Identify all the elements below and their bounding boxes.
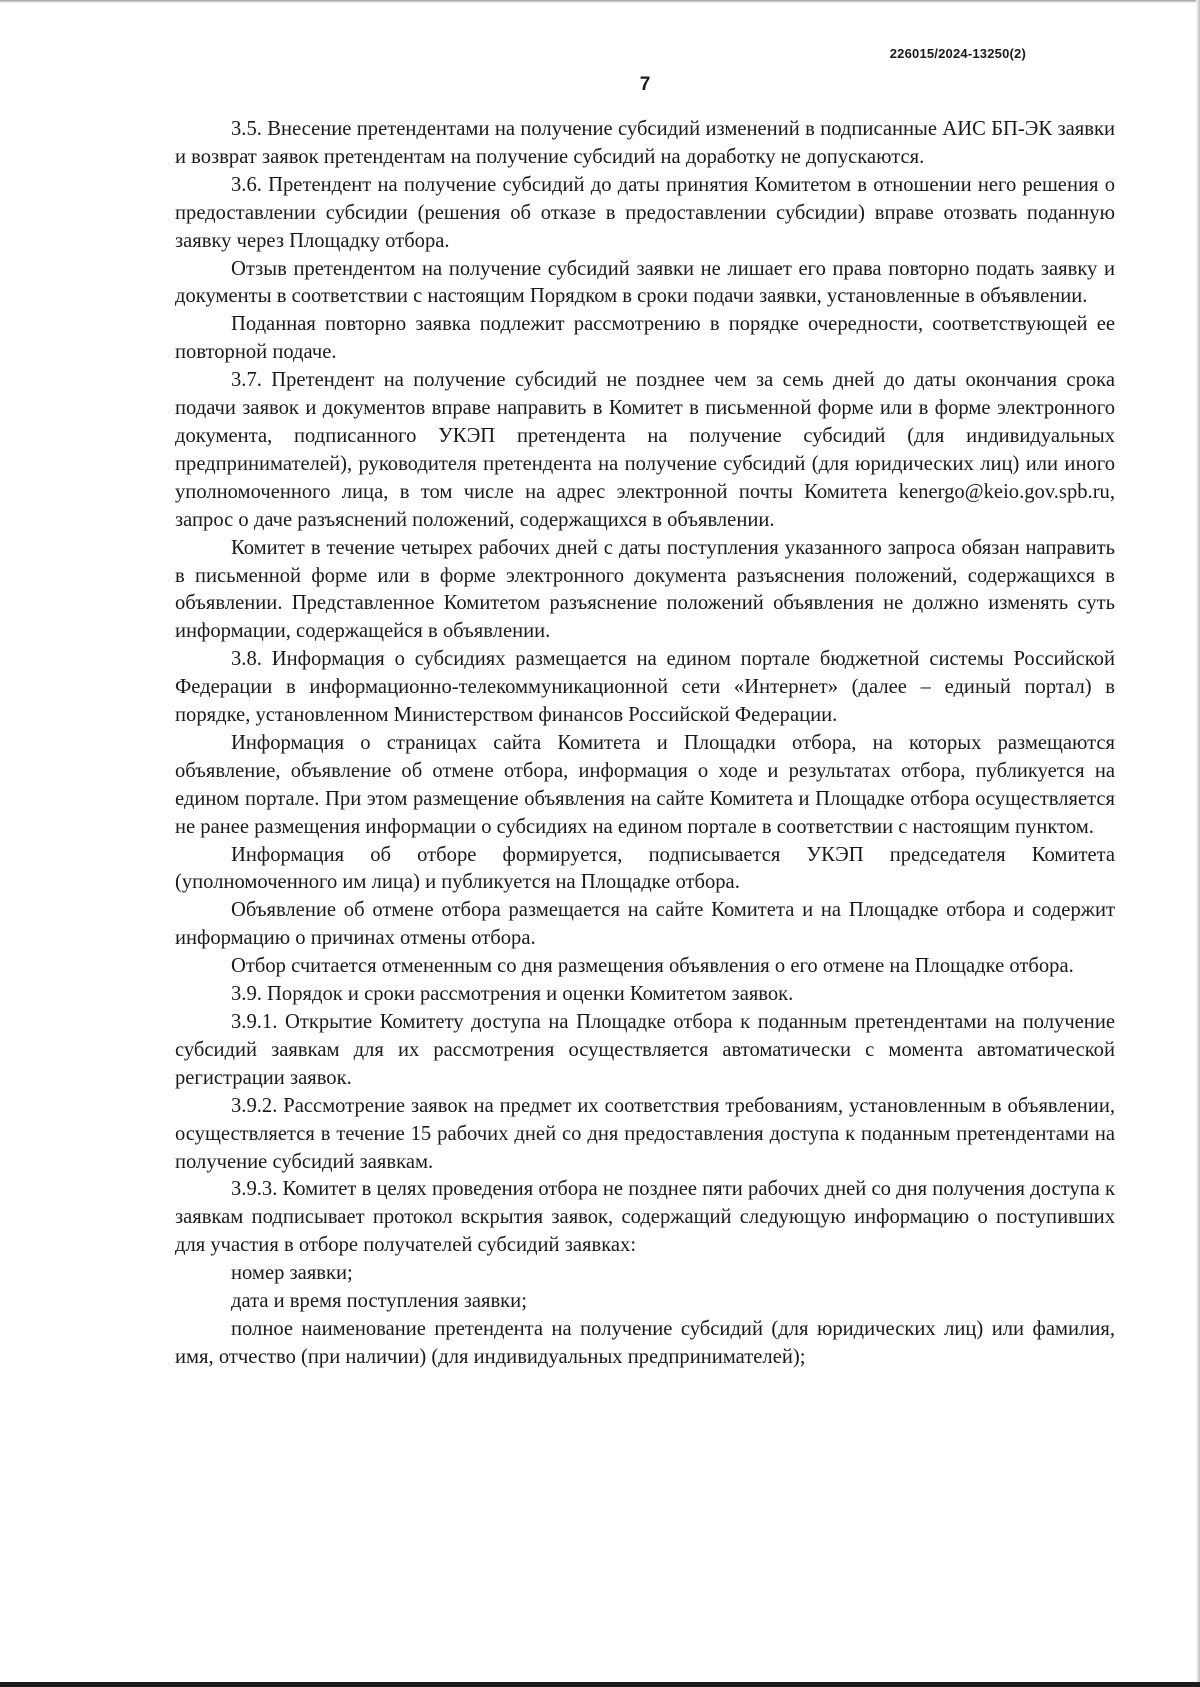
- paragraph-3-5: 3.5. Внесение претендентами на получение субсидий изменений в подписанные АИС БП-ЭК заявки и возврат заявок претендентам на получение субсидий на доработку не допускаются.: [175, 118, 1115, 168]
- document-registration-number: 226015/2024-13250(2): [889, 46, 1026, 61]
- document-body: [175, 116, 1115, 1372]
- paragraph-clarification: Комитет в течение четырех рабочих дней с даты поступления указанного запроса обязан направить в письменной форме или в форме электронного документа разъяснения положений, содержащихся в объявлении. Представленное Комитетом разъяснение положений объявления не должно изменять суть информации, содержащейся в объявлении.: [175, 536, 1115, 643]
- paragraph-selection-info: Информация об отборе формируется, подписывается УКЭП председателя Комитета (уполномоченного им лица) и публикуется на Площадке отбора.: [175, 843, 1115, 894]
- paragraph-3-9-1: 3.9.1. Открытие Комитету доступа на Площадке отбора к поданным претендентами на получение субсидий заявкам для их рассмотрения осуществляется автоматически с момента автоматической регистрации заявок.: [175, 1011, 1115, 1089]
- paragraph-3-9-3: 3.9.3. Комитет в целях проведения отбора не позднее пяти рабочих дней со дня получения доступа к заявкам подписывает протокол вскрытия заявок, содержащий следующую информацию о поступивших для участия в отборе получателей субсидий заявках:: [175, 1178, 1115, 1257]
- paragraph-3-8: 3.8. Информация о субсидиях размещается на едином портале бюджетной системы Российской Федерации в информационно-телекоммуникационной сети «Интернет» (далее – единый портал) в порядке, установленном Министерством финансов Российской Федерации.: [175, 648, 1115, 727]
- list-item-application-date: дата и время поступления заявки;: [231, 1290, 527, 1313]
- page-number: 7: [639, 74, 651, 95]
- scan-edge-top: [0, 0, 1200, 3]
- list-item-application-number: номер заявки;: [231, 1262, 353, 1285]
- paragraph-3-6: 3.6. Претендент на получение субсидий до даты принятия Комитетом в отношении него решения о предоставлении субсидии (решения об отказе в предоставлении субсидии) вправе отозвать поданную заявку через Площадку отбора.: [175, 173, 1115, 252]
- paragraph-cancellation-notice: Объявление об отмене отбора размещается на сайте Комитета и на Площадке отбора и содержит информацию о причинах отмены отбора.: [175, 899, 1115, 950]
- paragraph-resubmission: Поданная повторно заявка подлежит рассмотрению в порядке очередности, соответствующей ее повторной подаче.: [175, 313, 1115, 364]
- paragraph-cancellation-effective: Отбор считается отмененным со дня размещения объявления о его отмене на Площадке отбора.: [231, 955, 1074, 978]
- paragraph-site-pages: Информация о страницах сайта Комитета и Площадки отбора, на которых размещаются объявление, объявление об отмене отбора, информация о ходе и результатах отбора, публикуется на едином портале. При этом размещение объявления на сайте Комитета и Площадке отбора осуществляется не ранее размещения информации о субсидиях на едином портале в соответствии с настоящим пунктом.: [175, 731, 1115, 838]
- paragraph-3-9-2: 3.9.2. Рассмотрение заявок на предмет их соответствия требованиям, установленным в объявлении, осуществляется в течение 15 рабочих дней со дня предоставления доступа к поданным претендентами на получение субсидий заявкам.: [175, 1094, 1115, 1173]
- paragraph-3-7: 3.7. Претендент на получение субсидий не позднее чем за семь дней до даты окончания срока подачи заявок и документов вправе направить в Комитет в письменной форме или в форме электронного документа, подписанного УКЭП претендента на получение субсидий (для индивидуальных предпринимателей), руководителя претендента на получение субсидий (для юридических лиц) или иного уполномоченного лица, в том числе на адрес электронной почты Комитета kenergo@keio.gov.spb.ru, запрос о даче разъяснений положений, содержащихся в объявлении.: [175, 369, 1115, 531]
- list-item-applicant-name: полное наименование претендента на получение субсидий (для юридических лиц) или фамилия, имя, отчество (при наличии) (для индивидуальных предпринимателей);: [175, 1317, 1115, 1368]
- scan-edge-right: [1196, 0, 1200, 1687]
- paragraph-withdrawal: Отзыв претендентом на получение субсидий заявки не лишает его права повторно подать заявку и документы в соответствии с настоящим Порядком в сроки подачи заявки, установленные в объявлении.: [175, 257, 1115, 308]
- paragraph-3-9: 3.9. Порядок и сроки рассмотрения и оценки Комитетом заявок.: [231, 983, 794, 1006]
- scan-edge-bottom: [0, 1682, 1200, 1687]
